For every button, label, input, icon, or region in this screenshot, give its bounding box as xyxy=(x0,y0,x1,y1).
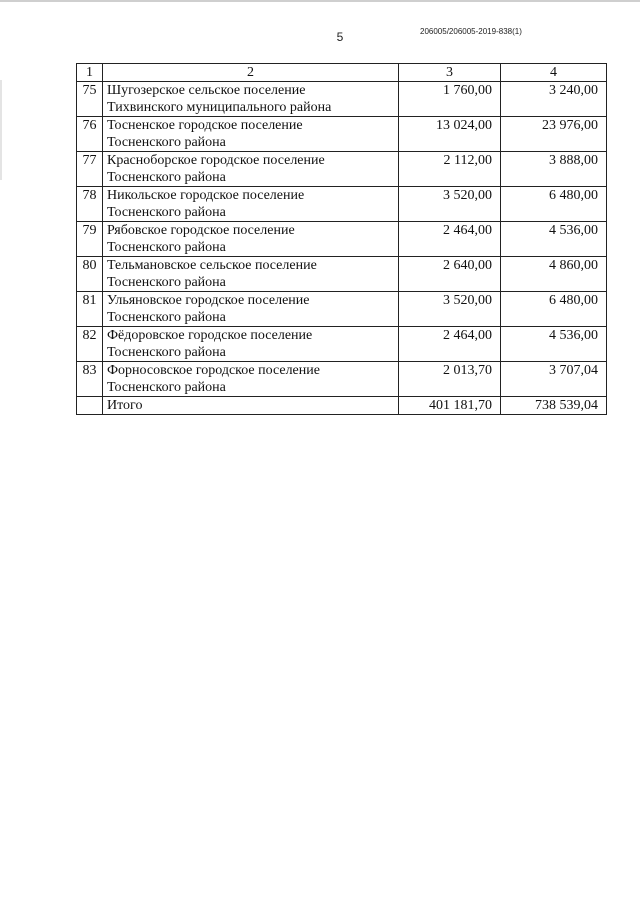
settlement-name-line: Тельмановское сельское поселение xyxy=(107,258,317,273)
settlement-name-line: Тосненского района xyxy=(107,240,226,255)
settlement-name-line: Тосненского района xyxy=(107,345,226,360)
total-label: Итого xyxy=(103,397,399,415)
row-number: 79 xyxy=(77,222,103,257)
value-col4: 3 240,00 xyxy=(501,82,607,117)
value-col4: 6 480,00 xyxy=(501,187,607,222)
table-row xyxy=(77,117,607,152)
table-row xyxy=(77,257,607,292)
settlement-name-line: Тосненского района xyxy=(107,170,226,185)
document-code: 206005/206005-2019-838(1) xyxy=(420,27,522,36)
table-row xyxy=(77,362,607,397)
settlement-name-line: Фёдоровское городское поселение xyxy=(107,328,313,343)
value-col3: 2 640,00 xyxy=(399,257,501,292)
value-col3: 2 112,00 xyxy=(399,152,501,187)
settlement-name xyxy=(103,82,399,117)
total-number xyxy=(77,397,103,415)
settlement-name xyxy=(103,257,399,292)
settlement-name-line: Тосненского района xyxy=(107,380,226,395)
value-col3: 3 520,00 xyxy=(399,187,501,222)
settlement-name xyxy=(103,292,399,327)
scan-edge-left xyxy=(0,80,2,180)
value-col4: 4 536,00 xyxy=(501,222,607,257)
value-col4: 3 888,00 xyxy=(501,152,607,187)
settlement-name-line: Тосненского района xyxy=(107,310,226,325)
value-col3: 2 013,70 xyxy=(399,362,501,397)
settlement-name-line: Форносовское городское поселение xyxy=(107,363,320,378)
settlement-name-line: Никольское городское поселение xyxy=(107,188,305,203)
scan-edge-top xyxy=(0,0,640,2)
settlement-name xyxy=(103,222,399,257)
value-col4: 4 536,00 xyxy=(501,327,607,362)
settlement-name-line: Тосненского района xyxy=(107,275,226,290)
value-col3: 13 024,00 xyxy=(399,117,501,152)
page-number: 5 xyxy=(336,30,344,44)
settlement-name-line: Рябовское городское поселение xyxy=(107,223,295,238)
table-header-row xyxy=(77,64,607,82)
value-col4: 6 480,00 xyxy=(501,292,607,327)
total-row xyxy=(77,397,607,415)
table-row xyxy=(77,292,607,327)
settlement-name-line: Ульяновское городское поселение xyxy=(107,293,310,308)
allocation-table xyxy=(76,63,607,415)
row-number: 80 xyxy=(77,257,103,292)
row-number: 75 xyxy=(77,82,103,117)
table-row xyxy=(77,187,607,222)
settlement-name xyxy=(103,117,399,152)
value-col3: 3 520,00 xyxy=(399,292,501,327)
row-number: 78 xyxy=(77,187,103,222)
value-col3: 2 464,00 xyxy=(399,222,501,257)
total-col4: 738 539,04 xyxy=(501,397,607,415)
row-number: 81 xyxy=(77,292,103,327)
table-row xyxy=(77,327,607,362)
row-number: 82 xyxy=(77,327,103,362)
value-col4: 4 860,00 xyxy=(501,257,607,292)
value-col3: 1 760,00 xyxy=(399,82,501,117)
column-header: 3 xyxy=(399,64,501,82)
settlement-name-line: Красноборское городское поселение xyxy=(107,153,325,168)
total-col3: 401 181,70 xyxy=(399,397,501,415)
settlement-name xyxy=(103,187,399,222)
settlement-name-line: Тосненское городское поселение xyxy=(107,118,303,133)
table-row xyxy=(77,152,607,187)
settlement-name xyxy=(103,152,399,187)
value-col4: 3 707,04 xyxy=(501,362,607,397)
row-number: 83 xyxy=(77,362,103,397)
settlement-name xyxy=(103,327,399,362)
column-header: 2 xyxy=(103,64,399,82)
settlement-name xyxy=(103,362,399,397)
row-number: 77 xyxy=(77,152,103,187)
settlement-name-line: Тосненского района xyxy=(107,205,226,220)
column-header: 4 xyxy=(501,64,607,82)
row-number: 76 xyxy=(77,117,103,152)
value-col3: 2 464,00 xyxy=(399,327,501,362)
value-col4: 23 976,00 xyxy=(501,117,607,152)
column-header: 1 xyxy=(77,64,103,82)
settlement-name-line: Шугозерское сельское поселение xyxy=(107,83,306,98)
table-row xyxy=(77,82,607,117)
table-row xyxy=(77,222,607,257)
settlement-name-line: Тосненского района xyxy=(107,135,226,150)
settlement-name-line: Тихвинского муниципального района xyxy=(107,100,332,115)
